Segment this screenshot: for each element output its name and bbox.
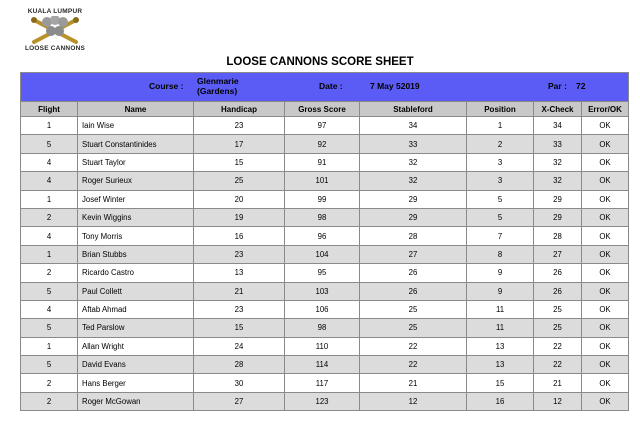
x-check-cell: 27 xyxy=(534,245,582,263)
status-cell: OK xyxy=(582,153,629,171)
position-cell: 9 xyxy=(467,282,534,300)
name-cell: Paul Collett xyxy=(78,282,194,300)
gross-score-cell: 114 xyxy=(285,356,360,374)
date-label: Date : xyxy=(319,81,343,91)
handicap-cell: 15 xyxy=(194,153,285,171)
page-title: LOOSE CANNONS SCORE SHEET xyxy=(226,56,414,68)
gross-score-cell: 104 xyxy=(285,245,360,263)
course-subname: (Gardens) xyxy=(197,86,238,96)
name-cell: Roger Surieux xyxy=(78,172,194,190)
par-value: 72 xyxy=(576,81,586,91)
col-flight: Flight xyxy=(21,102,78,117)
gross-score-cell: 101 xyxy=(285,172,360,190)
stableford-cell: 29 xyxy=(360,190,467,208)
col-stableford: Stableford xyxy=(360,102,467,117)
name-cell: Iain Wise xyxy=(78,117,194,135)
stableford-cell: 22 xyxy=(360,356,467,374)
table-row xyxy=(21,300,629,318)
x-check-cell: 22 xyxy=(534,337,582,355)
status-cell: OK xyxy=(582,245,629,263)
x-check-cell: 26 xyxy=(534,264,582,282)
date-value: 7 May 52019 xyxy=(370,81,420,91)
name-cell: Brian Stubbs xyxy=(78,245,194,263)
course-name: Glenmarie xyxy=(197,76,239,86)
position-cell: 13 xyxy=(467,337,534,355)
handicap-cell: 23 xyxy=(194,245,285,263)
flight-cell: 1 xyxy=(21,117,78,135)
flight-cell: 1 xyxy=(21,337,78,355)
handicap-cell: 13 xyxy=(194,264,285,282)
x-check-cell: 29 xyxy=(534,208,582,226)
position-cell: 7 xyxy=(467,227,534,245)
gross-score-cell: 95 xyxy=(285,264,360,282)
flight-cell: 2 xyxy=(21,264,78,282)
score-table xyxy=(20,72,629,411)
stableford-cell: 25 xyxy=(360,319,467,337)
status-cell: OK xyxy=(582,319,629,337)
name-cell: Stuart Constantinides xyxy=(78,135,194,153)
gross-score-cell: 98 xyxy=(285,319,360,337)
table-row xyxy=(21,227,629,245)
position-cell: 8 xyxy=(467,245,534,263)
status-cell: OK xyxy=(582,117,629,135)
position-cell: 9 xyxy=(467,264,534,282)
table-row xyxy=(21,282,629,300)
x-check-cell: 25 xyxy=(534,300,582,318)
col-error-ok: Error/OK xyxy=(582,102,629,117)
position-cell: 5 xyxy=(467,190,534,208)
position-cell: 3 xyxy=(467,153,534,171)
x-check-cell: 32 xyxy=(534,172,582,190)
stableford-cell: 27 xyxy=(360,245,467,263)
crossed-cannons-icon xyxy=(28,16,82,46)
status-cell: OK xyxy=(582,190,629,208)
stableford-cell: 25 xyxy=(360,300,467,318)
flight-cell: 2 xyxy=(21,208,78,226)
stableford-cell: 33 xyxy=(360,135,467,153)
status-cell: OK xyxy=(582,282,629,300)
stableford-cell: 12 xyxy=(360,392,467,410)
name-cell: Allan Wright xyxy=(78,337,194,355)
course-label: Course : xyxy=(149,81,184,91)
flight-cell: 2 xyxy=(21,392,78,410)
gross-score-cell: 96 xyxy=(285,227,360,245)
table-row xyxy=(21,319,629,337)
name-cell: David Evans xyxy=(78,356,194,374)
flight-cell: 4 xyxy=(21,153,78,171)
logo-bottom-text: LOOSE CANNONS xyxy=(24,45,86,52)
status-cell: OK xyxy=(582,208,629,226)
name-cell: Roger McGowan xyxy=(78,392,194,410)
gross-score-cell: 117 xyxy=(285,374,360,392)
flight-cell: 1 xyxy=(21,245,78,263)
x-check-cell: 33 xyxy=(534,135,582,153)
x-check-cell: 21 xyxy=(534,374,582,392)
handicap-cell: 16 xyxy=(194,227,285,245)
gross-score-cell: 106 xyxy=(285,300,360,318)
x-check-cell: 34 xyxy=(534,117,582,135)
handicap-cell: 17 xyxy=(194,135,285,153)
position-cell: 11 xyxy=(467,300,534,318)
flight-cell: 4 xyxy=(21,300,78,318)
handicap-cell: 15 xyxy=(194,319,285,337)
table-row xyxy=(21,172,629,190)
par-label: Par : xyxy=(548,81,567,91)
gross-score-cell: 98 xyxy=(285,208,360,226)
position-cell: 16 xyxy=(467,392,534,410)
gross-score-cell: 110 xyxy=(285,337,360,355)
status-cell: OK xyxy=(582,392,629,410)
col-position: Position xyxy=(467,102,534,117)
col-name: Name xyxy=(78,102,194,117)
status-cell: OK xyxy=(582,135,629,153)
status-cell: OK xyxy=(582,337,629,355)
table-row xyxy=(21,264,629,282)
stableford-cell: 28 xyxy=(360,227,467,245)
x-check-cell: 29 xyxy=(534,190,582,208)
gross-score-cell: 103 xyxy=(285,282,360,300)
handicap-cell: 25 xyxy=(194,172,285,190)
stableford-cell: 32 xyxy=(360,172,467,190)
position-cell: 13 xyxy=(467,356,534,374)
stableford-cell: 32 xyxy=(360,153,467,171)
status-cell: OK xyxy=(582,356,629,374)
stableford-cell: 26 xyxy=(360,282,467,300)
handicap-cell: 21 xyxy=(194,282,285,300)
flight-cell: 5 xyxy=(21,356,78,374)
x-check-cell: 28 xyxy=(534,227,582,245)
gross-score-cell: 99 xyxy=(285,190,360,208)
status-cell: OK xyxy=(582,374,629,392)
stableford-cell: 22 xyxy=(360,337,467,355)
score-rows xyxy=(21,117,629,411)
flight-cell: 1 xyxy=(21,190,78,208)
stableford-cell: 29 xyxy=(360,208,467,226)
name-cell: Hans Berger xyxy=(78,374,194,392)
status-cell: OK xyxy=(582,300,629,318)
stableford-cell: 26 xyxy=(360,264,467,282)
name-cell: Aftab Ahmad xyxy=(78,300,194,318)
position-cell: 15 xyxy=(467,374,534,392)
handicap-cell: 28 xyxy=(194,356,285,374)
table-row xyxy=(21,208,629,226)
handicap-cell: 24 xyxy=(194,337,285,355)
position-cell: 3 xyxy=(467,172,534,190)
name-cell: Stuart Taylor xyxy=(78,153,194,171)
status-cell: OK xyxy=(582,264,629,282)
handicap-cell: 30 xyxy=(194,374,285,392)
x-check-cell: 12 xyxy=(534,392,582,410)
col-x-check: X-Check xyxy=(534,102,582,117)
col-handicap: Handicap xyxy=(194,102,285,117)
handicap-cell: 20 xyxy=(194,190,285,208)
flight-cell: 5 xyxy=(21,135,78,153)
flight-cell: 5 xyxy=(21,319,78,337)
stableford-cell: 21 xyxy=(360,374,467,392)
gross-score-cell: 92 xyxy=(285,135,360,153)
table-row xyxy=(21,374,629,392)
course-info-bar xyxy=(21,73,629,102)
flight-cell: 2 xyxy=(21,374,78,392)
position-cell: 1 xyxy=(467,117,534,135)
handicap-cell: 23 xyxy=(194,300,285,318)
table-row xyxy=(21,337,629,355)
handicap-cell: 23 xyxy=(194,117,285,135)
gross-score-cell: 123 xyxy=(285,392,360,410)
table-row xyxy=(21,117,629,135)
name-cell: Kevin Wiggins xyxy=(78,208,194,226)
gross-score-cell: 97 xyxy=(285,117,360,135)
flight-cell: 4 xyxy=(21,227,78,245)
position-cell: 5 xyxy=(467,208,534,226)
gross-score-cell: 91 xyxy=(285,153,360,171)
name-cell: Tony Morris xyxy=(78,227,194,245)
handicap-cell: 19 xyxy=(194,208,285,226)
table-header xyxy=(21,102,629,117)
x-check-cell: 32 xyxy=(534,153,582,171)
position-cell: 2 xyxy=(467,135,534,153)
table-row xyxy=(21,392,629,410)
logo-top-text: KUALA LUMPUR xyxy=(27,8,83,15)
handicap-cell: 27 xyxy=(194,392,285,410)
name-cell: Josef Winter xyxy=(78,190,194,208)
col-gross-score: Gross Score xyxy=(285,102,360,117)
x-check-cell: 22 xyxy=(534,356,582,374)
x-check-cell: 26 xyxy=(534,282,582,300)
club-logo xyxy=(22,8,88,56)
status-cell: OK xyxy=(582,172,629,190)
name-cell: Ricardo Castro xyxy=(78,264,194,282)
flight-cell: 5 xyxy=(21,282,78,300)
table-row xyxy=(21,245,629,263)
table-row xyxy=(21,135,629,153)
stableford-cell: 34 xyxy=(360,117,467,135)
table-row xyxy=(21,153,629,171)
flight-cell: 4 xyxy=(21,172,78,190)
status-cell: OK xyxy=(582,227,629,245)
position-cell: 11 xyxy=(467,319,534,337)
name-cell: Ted Parslow xyxy=(78,319,194,337)
table-row xyxy=(21,356,629,374)
x-check-cell: 25 xyxy=(534,319,582,337)
table-row xyxy=(21,190,629,208)
